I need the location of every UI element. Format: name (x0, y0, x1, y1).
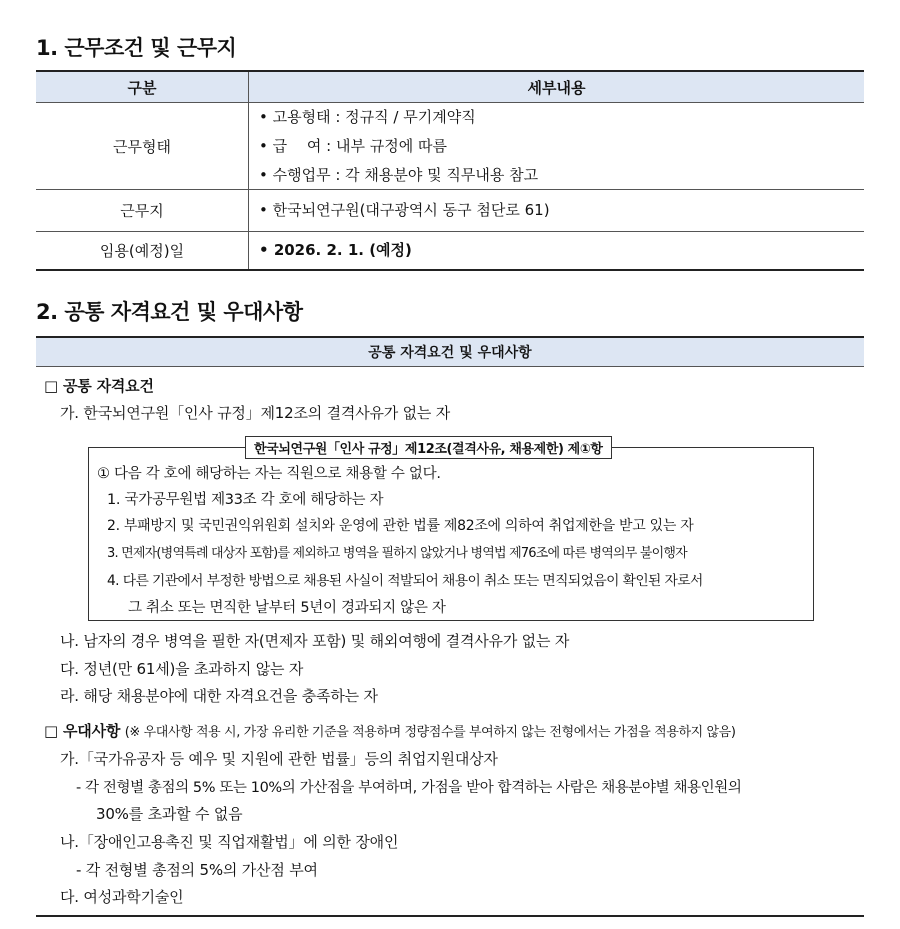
requirement-ga: 가. 한국뇌연구원「인사 규정」제12조의 결격사유가 없는 자 (60, 404, 451, 422)
preference-heading: □ 우대사항 (44, 722, 121, 740)
header-category: 구분 (36, 72, 249, 102)
row-label-start-date: 임용(예정)일 (36, 232, 249, 269)
row-label-workplace: 근무지 (36, 190, 249, 231)
row-details-work-type (249, 103, 864, 189)
table-row (36, 102, 864, 189)
box-line: 4. 다른 기관에서 부정한 방법으로 채용된 사실이 적발되어 채용이 취소 또는 면직되었음이 확인된 자로서 (107, 573, 703, 589)
bottom-rule (36, 915, 864, 917)
box-line: 3. 면제자(병역특례 대상자 포함)를 제외하고 병역을 필하지 않았거나 병역법 제76조에 따른 병역의무 불이행자 (107, 546, 687, 561)
table-header-row (36, 72, 864, 102)
common-requirements-heading: □ 공통 자격요건 (44, 377, 154, 395)
table-row (36, 231, 864, 269)
requirement-na: 나. 남자의 경우 병역을 필한 자(면제자 포함) 및 해외여행에 결격사유가 없는 자 (60, 632, 570, 650)
detail-item: • 고용형태 : 정규직 / 무기계약직 (259, 103, 864, 132)
section1-title: 1. 근무조건 및 근무지 (36, 36, 237, 60)
detail-item: • 급 여 : 내부 규정에 따름 (259, 132, 864, 161)
table-row (36, 189, 864, 231)
preference-ga: 가.「국가유공자 등 예우 및 지원에 관한 법률」등의 취업지원대상자 (60, 750, 498, 768)
preference-na: 나.「장애인고용촉진 및 직업재활법」에 의한 장애인 (60, 833, 399, 851)
header-details: 세부내용 (527, 78, 586, 97)
box-line: 그 취소 또는 면직한 날부터 5년이 경과되지 않은 자 (128, 600, 446, 616)
row-details-start-date (249, 232, 864, 269)
box-line: 2. 부패방지 및 국민권익위원회 설치와 운영에 관한 법률 제82조에 의하여 취업제한을 받고 있는 자 (107, 518, 694, 534)
section2-bar: 공통 자격요건 및 우대사항 (36, 336, 864, 367)
regulation-box-title: 한국뇌연구원「인사 규정」제12조(결격사유, 채용제한) 제①항 (245, 436, 612, 459)
row-details-workplace (249, 190, 864, 231)
preference-ga-detail: 30%를 초과할 수 없음 (96, 805, 243, 823)
preference-note: (※ 우대사항 적용 시, 가장 유리한 기준을 적용하며 정량점수를 부여하지 않는 전형에서는 가점을 적용하지 않음) (124, 725, 736, 740)
detail-item: • 수행업무 : 각 채용분야 및 직무내용 참고 (259, 161, 864, 190)
box-line: ① 다음 각 호에 해당하는 자는 직원으로 채용할 수 없다. (97, 466, 441, 482)
box-line: 1. 국가공무원법 제33조 각 호에 해당하는 자 (107, 492, 384, 508)
detail-item: • 한국뇌연구원(대구광역시 동구 첨단로 61) (259, 196, 864, 225)
detail-item: • 2026. 2. 1. (예정) (259, 236, 864, 265)
preference-da: 다. 여성과학기술인 (60, 888, 184, 906)
work-conditions-table (36, 70, 864, 271)
preference-na-detail: - 각 전형별 총점의 5%의 가산점 부여 (76, 861, 318, 879)
preference-ga-detail: - 각 전형별 총점의 5% 또는 10%의 가산점을 부여하며, 가점을 받아 합격하는 사람은 채용분야별 채용인원의 (76, 780, 742, 796)
requirement-da: 다. 정년(만 61세)을 초과하지 않는 자 (60, 660, 304, 678)
row-label-work-type: 근무형태 (36, 103, 249, 189)
preference-heading-line (44, 720, 736, 741)
section2-title: 2. 공통 자격요건 및 우대사항 (36, 300, 303, 324)
requirement-ra: 라. 해당 채용분야에 대한 자격요건을 충족하는 자 (60, 687, 378, 705)
